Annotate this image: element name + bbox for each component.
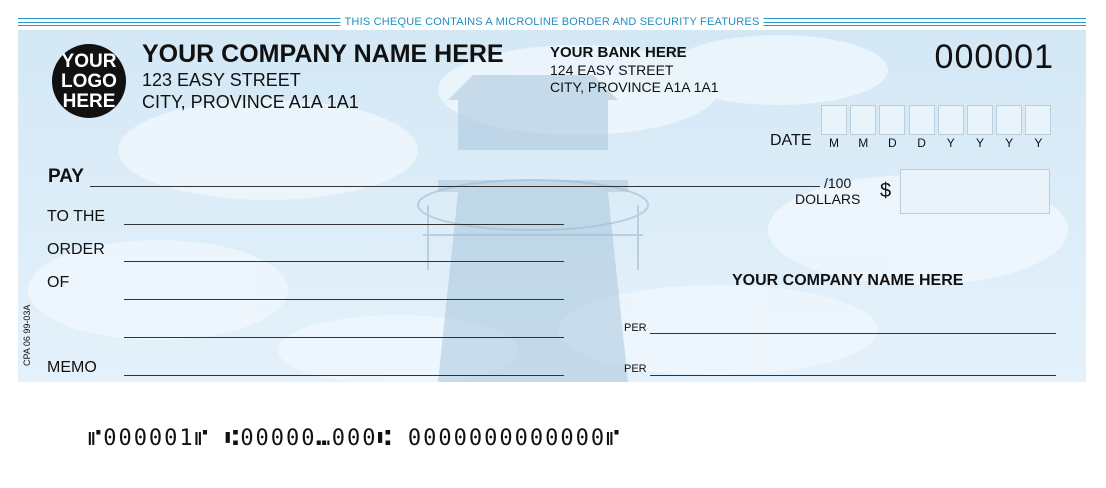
company-address-2: CITY, PROVINCE A1A 1A1 [142, 92, 359, 112]
order-label: ORDER [47, 241, 105, 258]
amount-box[interactable] [900, 169, 1050, 214]
logo-line-1: YOUR [61, 51, 117, 72]
date-box[interactable] [1025, 105, 1051, 135]
microline-border [18, 14, 1086, 30]
date-box[interactable] [996, 105, 1022, 135]
memo-label: MEMO [47, 359, 97, 376]
date-box[interactable] [967, 105, 993, 135]
date-format-letter: D [888, 136, 897, 150]
dollar-sign: $ [880, 180, 892, 202]
per-label-2: PER [624, 363, 647, 375]
pay-label: PAY [48, 166, 84, 187]
bank-name: YOUR BANK HERE [550, 44, 687, 61]
date-box[interactable] [879, 105, 905, 135]
micr-line: ⑈000001⑈ ⑆00000⑉000⑆ 0000000000000⑈ [88, 426, 622, 451]
date-format-letter: M [829, 136, 839, 150]
payee-line-2[interactable] [124, 261, 564, 262]
security-notice: THIS CHEQUE CONTAINS A MICROLINE BORDER AND SECURITY FEATURES [341, 16, 764, 28]
form-code: CPA 06 99-03A [22, 304, 32, 366]
date-label: DATE [770, 132, 812, 149]
date-format-letter: Y [1005, 136, 1014, 150]
bank-address-1: 124 EASY STREET [550, 62, 674, 78]
dollars-label: DOLLARS [795, 191, 861, 207]
payee-line-3[interactable] [124, 299, 564, 300]
date-format-letter: Y [1034, 136, 1043, 150]
cents-suffix: /100 [824, 175, 852, 191]
memo-line[interactable] [124, 375, 564, 376]
signature-line-1[interactable] [650, 333, 1056, 334]
date-format-letter: D [917, 136, 926, 150]
cheque-body [18, 30, 1086, 382]
company-address-1: 123 EASY STREET [142, 70, 301, 90]
date-format-letter: Y [975, 136, 984, 150]
company-logo [52, 44, 126, 118]
payee-line-1[interactable] [124, 224, 564, 225]
logo-line-3: HERE [62, 91, 116, 112]
of-label: OF [47, 274, 70, 291]
bank-address-2: CITY, PROVINCE A1A 1A1 [550, 79, 719, 95]
payee-line-4[interactable] [124, 337, 564, 338]
date-box[interactable] [850, 105, 876, 135]
date-format-letter: M [858, 136, 869, 150]
date-box[interactable] [909, 105, 935, 135]
signature-company-name: YOUR COMPANY NAME HERE [732, 272, 964, 289]
date-box[interactable] [821, 105, 847, 135]
date-box[interactable] [938, 105, 964, 135]
company-name: YOUR COMPANY NAME HERE [142, 40, 504, 68]
date-format-letter: Y [946, 136, 955, 150]
logo-line-2: LOGO [61, 71, 117, 92]
cheque-number: 000001 [934, 38, 1054, 76]
per-label-1: PER [624, 322, 647, 334]
pay-amount-words-line[interactable] [90, 186, 820, 187]
signature-line-2[interactable] [650, 375, 1056, 376]
to-the-label: TO THE [47, 208, 106, 225]
